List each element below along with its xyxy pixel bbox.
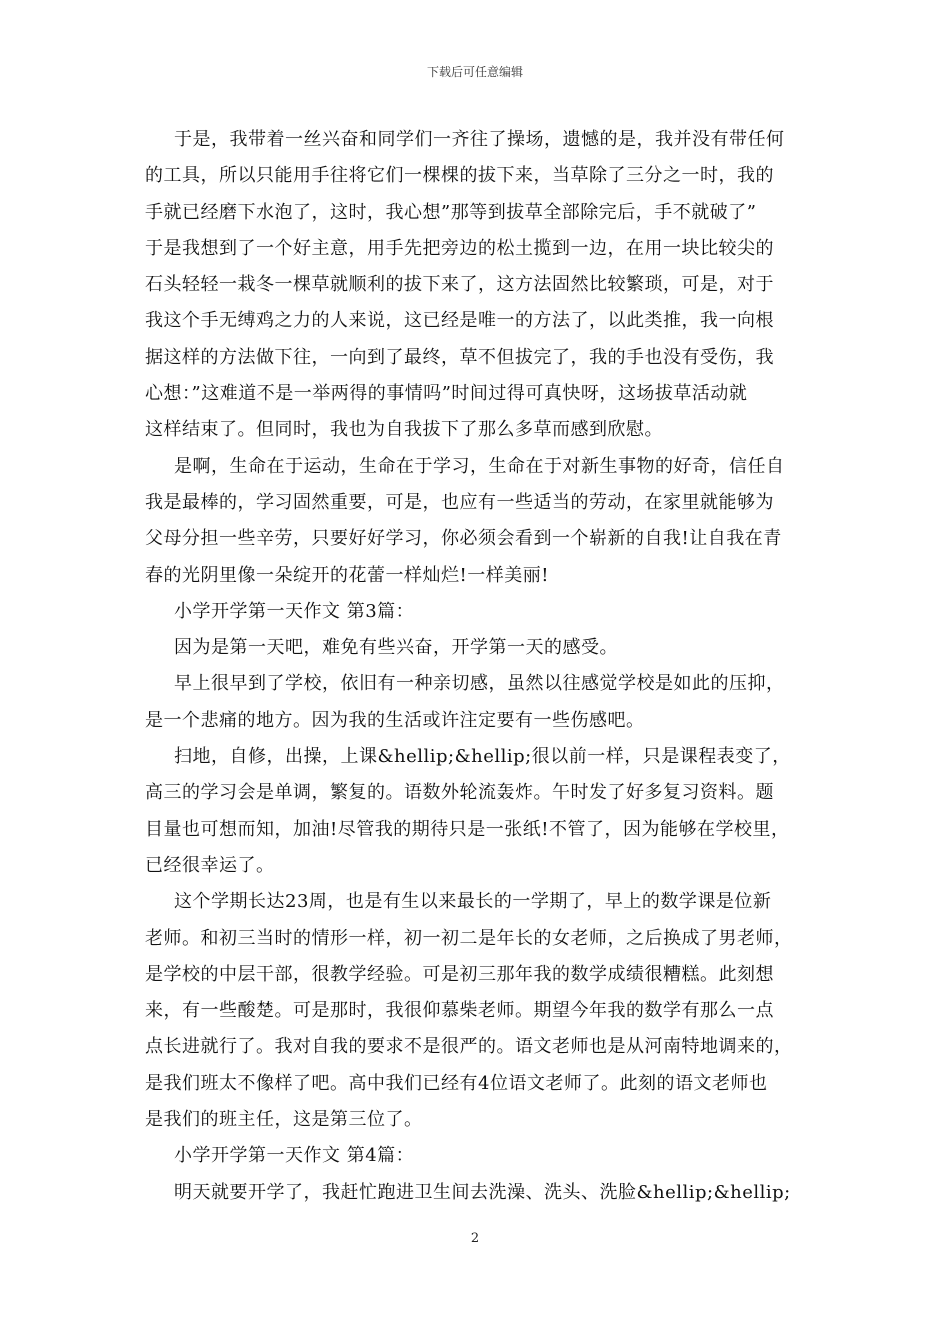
document-body bbox=[145, 122, 810, 1211]
text-line: 明天就要开学了，我赶忙跑进卫生间去洗澡、洗头、洗脸&hellip;&hellip; bbox=[174, 1181, 791, 1203]
text-line: 手就已经磨下水泡了，这时，我心想”那等到拔草全部除完后，手不就破了” bbox=[145, 201, 757, 223]
text-line: 目量也可想而知，加油!尽管我的期待只是一张纸!不管了，因为能够在学校里， bbox=[145, 818, 790, 840]
text-line: 的工具，所以只能用手往将它们一棵棵的拔下来，当草除了三分之一时，我的 bbox=[145, 165, 774, 187]
text-line: 是啊，生命在于运动，生命在于学习，生命在于对新生事物的好奇，信任自 bbox=[174, 455, 785, 477]
text-line: 这个学期长达23周，也是有生以来最长的一学期了，早上的数学课是位新 bbox=[174, 891, 772, 913]
text-line: 小学开学第一天作文 第4篇： bbox=[174, 1145, 415, 1167]
text-line: 高三的学习会是单调，繁复的。语数外轮流轰炸。午时发了好多复习资料。题 bbox=[145, 782, 774, 804]
text-line: 春的光阴里像一朵绽开的花蕾一样灿烂!一样美丽! bbox=[145, 564, 549, 586]
text-line: 于是我想到了一个好主意，用手先把旁边的松土揽到一边，在用一块比较尖的 bbox=[145, 237, 774, 259]
text-line: 早上很早到了学校，依旧有一种亲切感，虽然以往感觉学校是如此的压抑， bbox=[174, 673, 785, 695]
text-line: 来，有一些酸楚。可是那时，我很仰慕柴老师。期望今年我的数学有那么一点 bbox=[145, 1000, 774, 1022]
text-line: 心想：”这难道不是一举两得的事情吗”时间过得可真快呀，这场拔草活动就 bbox=[145, 383, 748, 405]
text-line: 是一个悲痛的地方。因为我的生活或许注定要有一些伤感吧。 bbox=[145, 709, 645, 731]
text-line: 因为是第一天吧，难免有些兴奋，开学第一天的感受。 bbox=[174, 637, 618, 659]
text-line: 这样结束了。但同时，我也为自我拔下了那么多草而感到欣慰。 bbox=[145, 419, 663, 441]
text-line: 父母分担一些辛劳，只要好好学习，你必须会看到一个崭新的自我!让自我在青 bbox=[145, 528, 782, 550]
text-line: 据这样的方法做下往，一向到了最终，草不但拔完了，我的手也没有受伤，我 bbox=[145, 346, 774, 368]
text-line: 是我们班太不像样了吧。高中我们已经有4位语文老师了。此刻的语文老师也 bbox=[145, 1072, 768, 1094]
text-line: 扫地，自修，出操，上课&hellip;&hellip;很以前一样，只是课程表变了， bbox=[174, 746, 791, 768]
text-line: 于是，我带着一丝兴奋和同学们一齐往了操场，遗憾的是，我并没有带任何 bbox=[174, 129, 785, 150]
text-line: 点长进就行了。我对自我的要求不是很严的。语文老师也是从河南特地调来的， bbox=[145, 1036, 793, 1058]
text-line: 我这个手无缚鸡之力的人来说，这已经是唯一的方法了，以此类推，我一向根 bbox=[145, 310, 774, 332]
page-header: 下载后可任意编辑 bbox=[426, 65, 523, 79]
page-number: 2 bbox=[470, 1231, 480, 1246]
text-line: 小学开学第一天作文 第3篇： bbox=[174, 600, 415, 622]
text-line: 已经很幸运了。 bbox=[145, 854, 275, 876]
text-line: 是我们的班主任，这是第三位了。 bbox=[145, 1109, 423, 1131]
text-line: 是学校的中层干部，很教学经验。可是初三那年我的数学成绩很糟糕。此刻想 bbox=[145, 963, 774, 985]
text-line: 我是最棒的，学习固然重要，可是，也应有一些适当的劳动，在家里就能够为 bbox=[145, 491, 774, 513]
text-line: 老师。和初三当时的情形一样，初一初二是年长的女老师，之后换成了男老师， bbox=[145, 927, 793, 949]
text-line: 石头轻轻一栽冬一棵草就顺利的拔下来了，这方法固然比较繁琐，可是，对于 bbox=[145, 274, 774, 296]
